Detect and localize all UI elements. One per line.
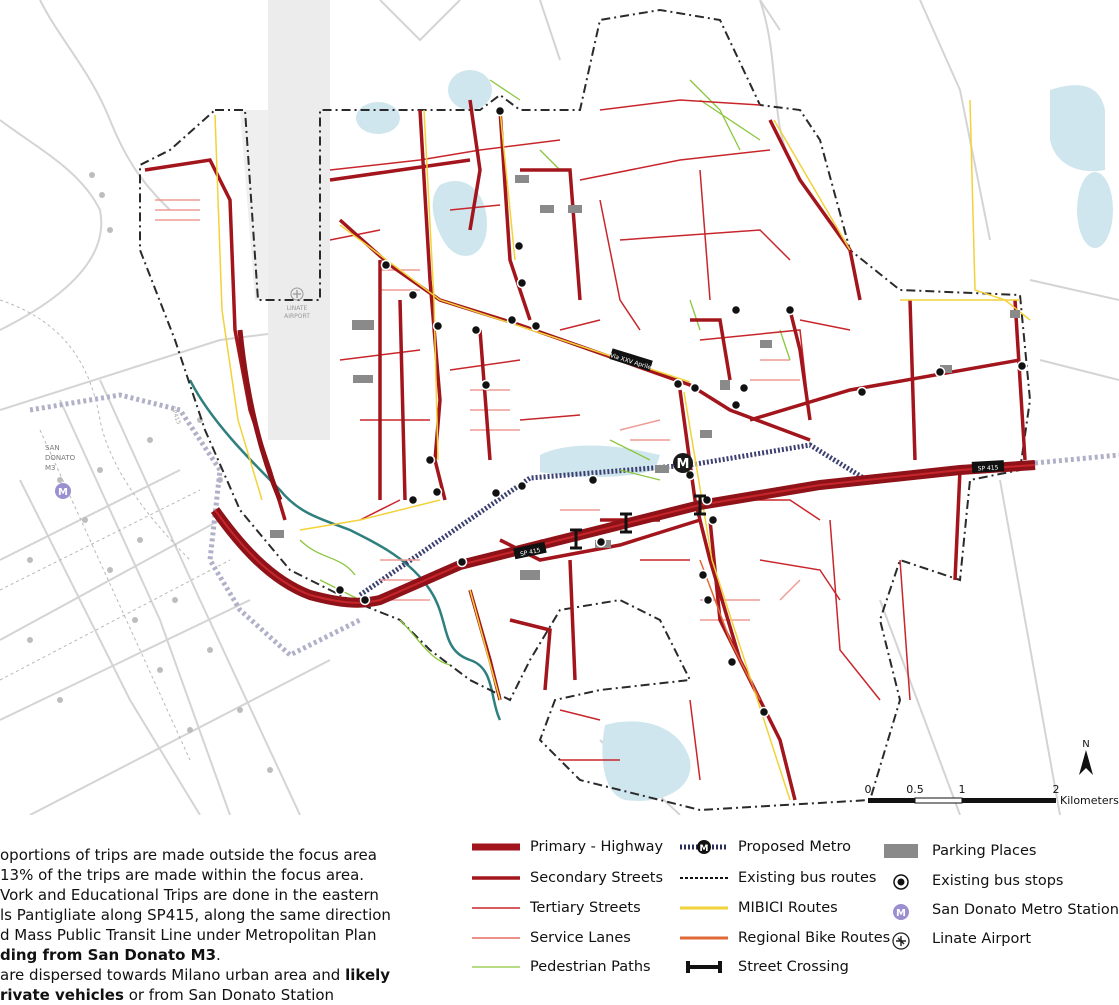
desc-line-1: oportions of trips are made outside the focus area xyxy=(0,845,410,865)
pedestrian-paths-swatch xyxy=(472,960,520,974)
desc-line-7: are dispersed towards Milano urban area and likely xyxy=(0,965,410,985)
scale-unit: Kilometers xyxy=(1060,794,1119,807)
scale-tick-1: 0.5 xyxy=(906,783,924,796)
legend-regional-bike-routes xyxy=(680,930,890,946)
svg-text:M: M xyxy=(677,457,690,472)
parking-swatch xyxy=(884,844,918,858)
road-label-sp415-east xyxy=(972,460,1005,473)
scale-tick-0: 0 xyxy=(865,783,872,796)
bus-stop-icon xyxy=(884,874,918,888)
airport-label-line1: LINATE xyxy=(287,305,308,312)
legend-service-lanes xyxy=(472,930,631,946)
legend-secondary-streets xyxy=(472,870,663,886)
legend-label: Proposed Metro xyxy=(738,839,851,855)
airport-label-line2: AIRPORT xyxy=(284,313,310,320)
legend-label: Pedestrian Paths xyxy=(530,959,651,975)
legend-primary-highway xyxy=(472,839,663,855)
legend-label: San Donato Metro Station xyxy=(932,902,1119,918)
legend-tertiary-streets xyxy=(472,900,641,916)
legend-label: Secondary Streets xyxy=(530,870,663,886)
svg-text:M: M xyxy=(896,908,906,919)
station-label-line2: DONATO xyxy=(45,454,76,462)
desc-line-8: rivate vehicles or from San Donato Station xyxy=(0,985,410,1005)
mibici-swatch xyxy=(680,901,728,915)
svg-text:M: M xyxy=(58,487,68,498)
legend-proposed-metro xyxy=(680,839,851,855)
desc-line-6: ding from San Donato M3. xyxy=(0,945,410,965)
street-crossing-icon xyxy=(680,960,728,974)
scale-tick-2: 1 xyxy=(959,783,966,796)
legend-pedestrian-paths xyxy=(472,959,651,975)
svg-text:N: N xyxy=(1082,739,1089,750)
legend-existing-bus-routes xyxy=(680,870,876,886)
legend-san-donato-metro-station xyxy=(884,902,1119,918)
service-lanes-swatch xyxy=(472,931,520,945)
svg-text:SP 415: SP 415 xyxy=(519,547,541,558)
bus-routes-swatch xyxy=(680,871,728,885)
legend-label: Street Crossing xyxy=(738,959,849,975)
tertiary-streets-swatch xyxy=(472,901,520,915)
legend-label: Existing bus stops xyxy=(932,873,1063,889)
legend-mibici-routes xyxy=(680,900,838,916)
station-label-line3: M3 xyxy=(45,464,56,472)
legend-parking-places xyxy=(884,843,1036,859)
proposed-metro-station xyxy=(673,453,693,473)
airport-icon xyxy=(884,932,918,946)
legend-label: Regional Bike Routes xyxy=(738,930,890,946)
desc-line-2: 13% of the trips are made within the focus area. xyxy=(0,865,410,885)
svg-text:SP415: SP415 xyxy=(169,405,182,425)
legend-label: Linate Airport xyxy=(932,931,1031,947)
legend-label: Service Lanes xyxy=(530,930,631,946)
desc-line-4: ls Pantigliate along SP415, along the same direction xyxy=(0,905,410,925)
legend-label: Primary - Highway xyxy=(530,839,663,855)
legend-label: Parking Places xyxy=(932,843,1036,859)
legend-label: MIBICI Routes xyxy=(738,900,838,916)
legend-label: Tertiary Streets xyxy=(530,900,641,916)
scale-tick-3: 2 xyxy=(1053,783,1060,796)
description-text xyxy=(0,845,410,1005)
svg-text:Via XXV Aprile: Via XXV Aprile xyxy=(609,352,652,371)
metro-station-icon xyxy=(884,903,918,917)
station-label-line1: SAN xyxy=(45,444,60,452)
legend-street-crossing xyxy=(680,959,849,975)
desc-line-3: Vork and Educational Trips are done in the eastern xyxy=(0,885,410,905)
legend-linate-airport xyxy=(884,931,1031,947)
primary-highway-swatch xyxy=(472,840,520,854)
svg-text:SP 415: SP 415 xyxy=(978,464,999,472)
secondary-streets-swatch xyxy=(472,871,520,885)
svg-text:M: M xyxy=(700,844,709,854)
desc-line-5: d Mass Public Transit Line under Metropolitan Plan xyxy=(0,925,410,945)
legend-existing-bus-stops xyxy=(884,873,1063,889)
legend-label: Existing bus routes xyxy=(738,870,876,886)
proposed-metro-icon xyxy=(680,840,728,854)
regional-bike-swatch xyxy=(680,931,728,945)
